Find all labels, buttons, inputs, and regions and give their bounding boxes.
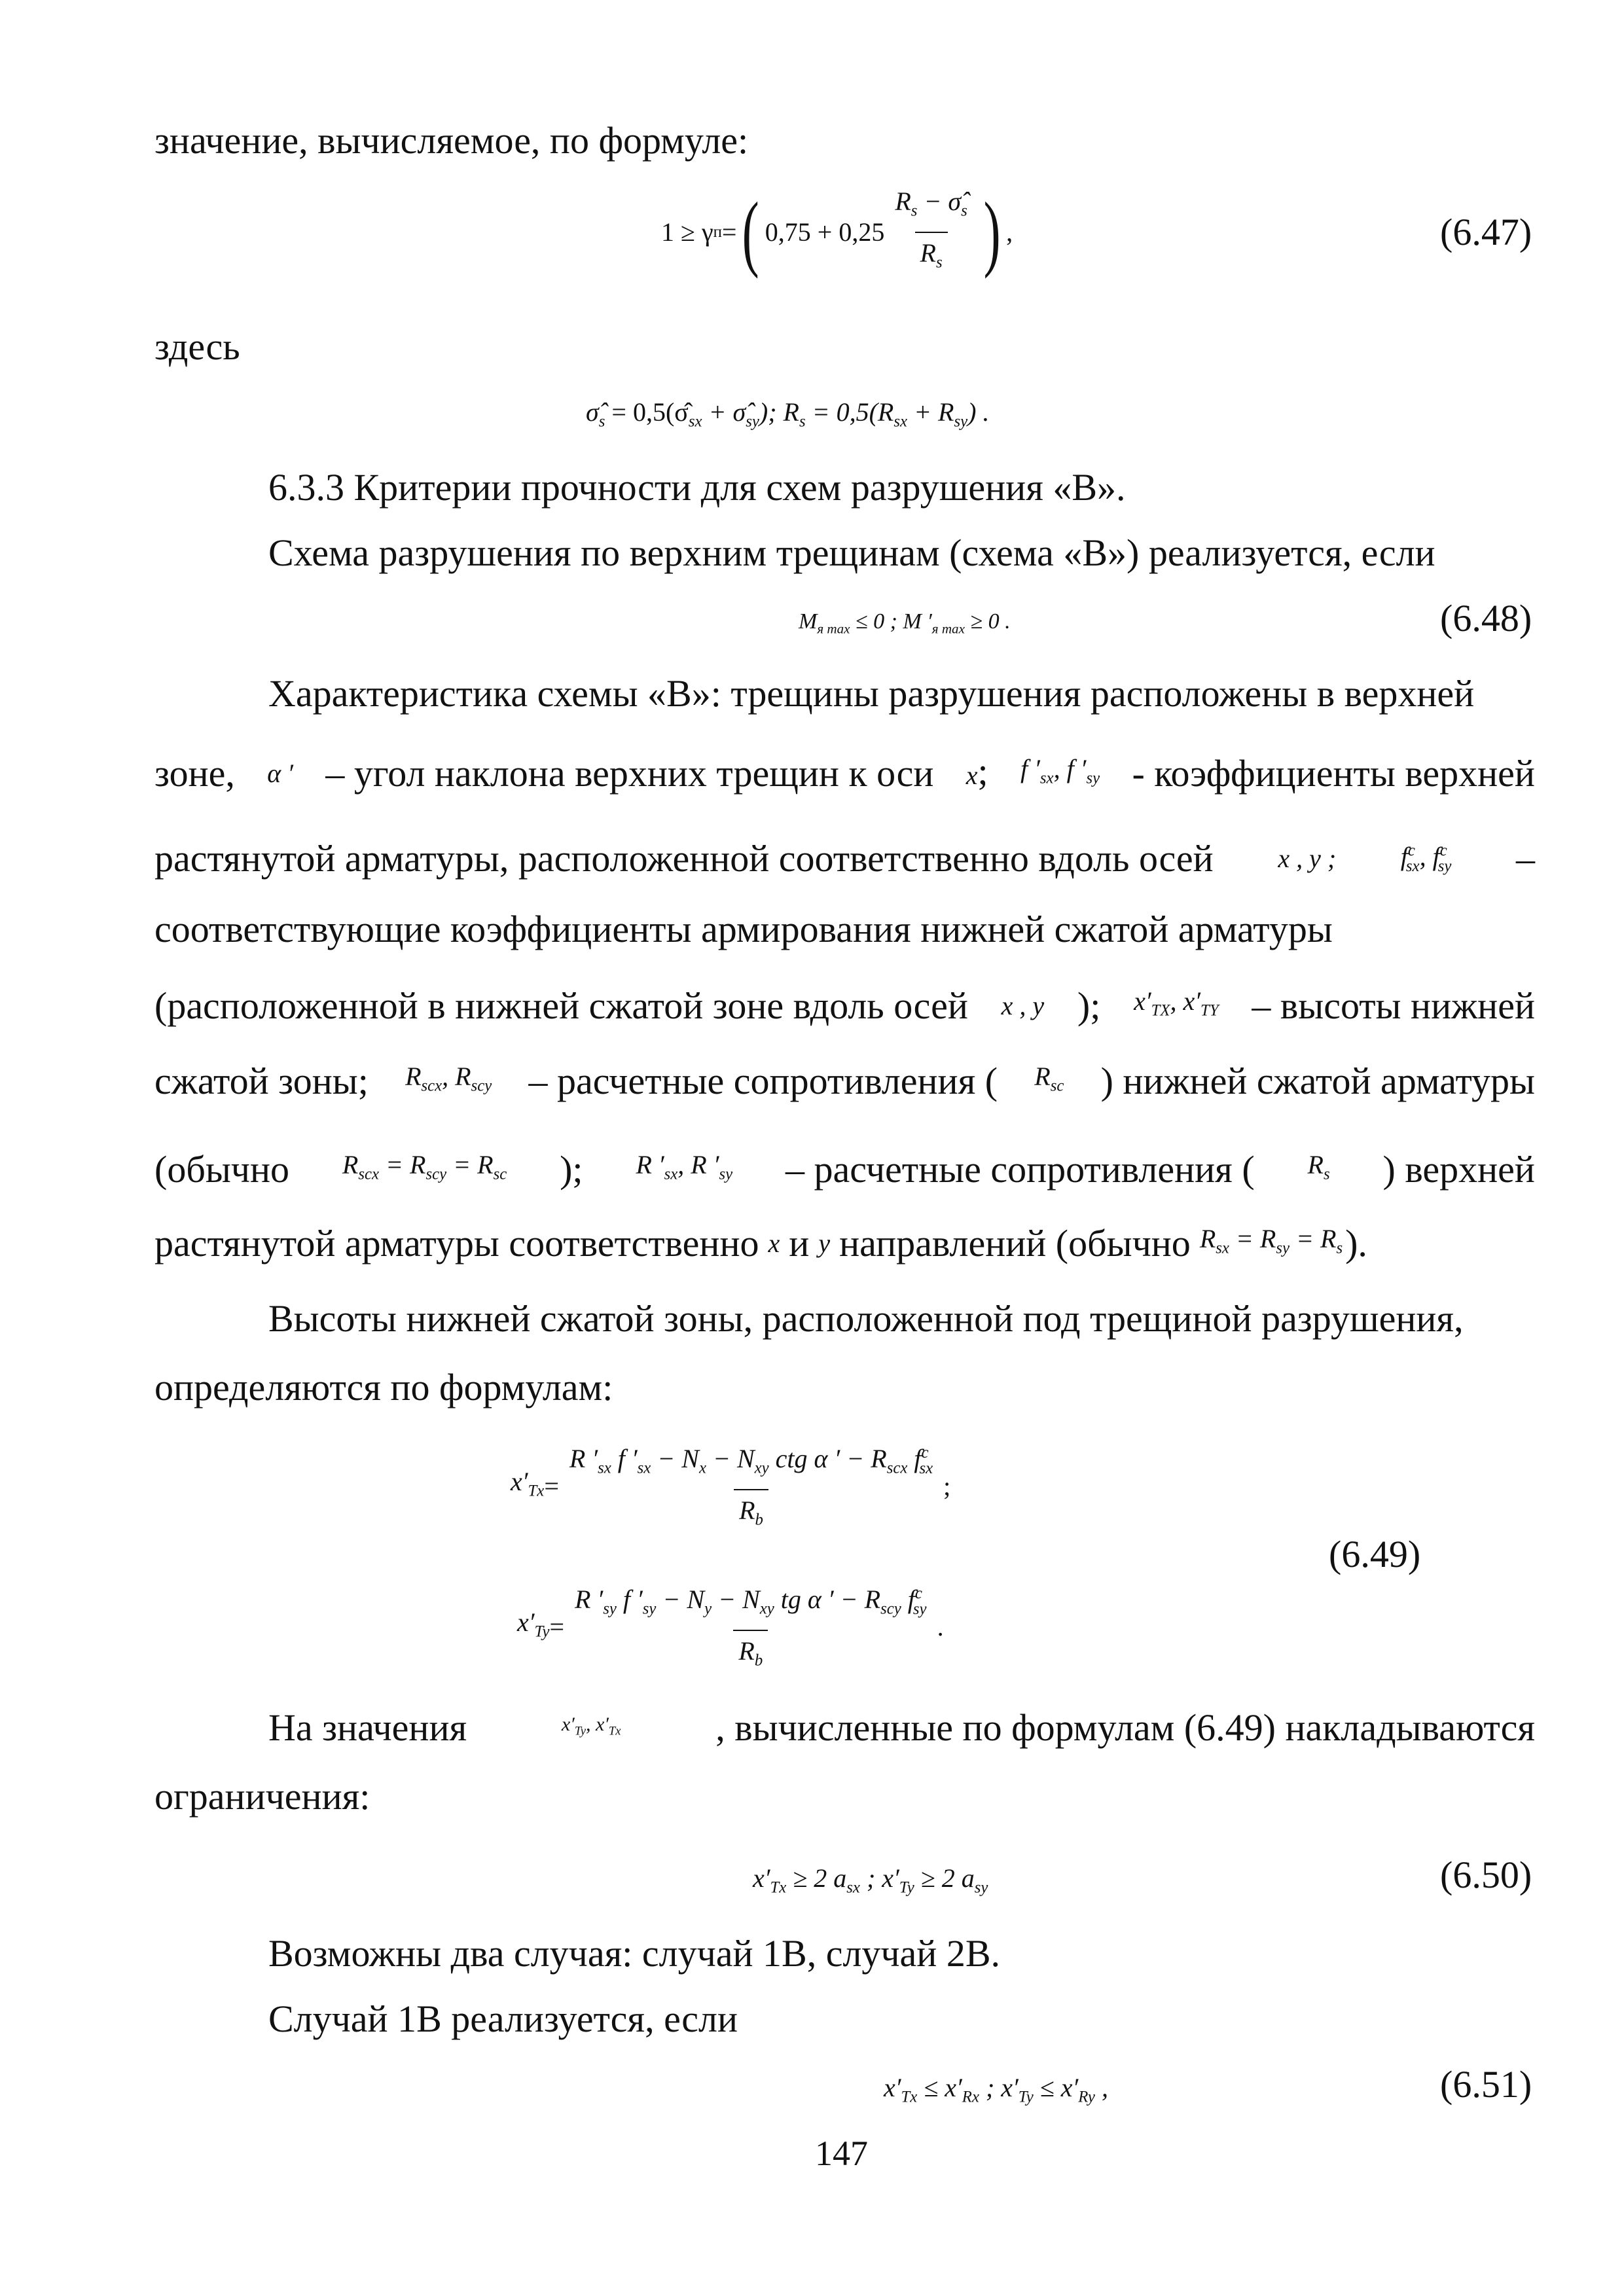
equation-number: (6.48): [1440, 597, 1532, 639]
equation-6-49-x-ty: $x'_{Ty}$ = $\frac{R '_{sy} f '_{sy} - N_y - N_{xy} tg \alpha ' - R_{scy} f^c_{sy}}{R_b}$ .: [517, 1577, 944, 1677]
paragraph-line: зоне, α ′ – угол наклона верхних трещин к оси x; f $'_{sx}$, f $'_{sy}$ - коэффициенты верхней: [154, 750, 1535, 795]
equation-number: (6.50): [1440, 1854, 1532, 1896]
equation-6-51: $x'_{Tx} \le x'_{Rx}$ ; $x'_{Ty} \le x'_{Ry}$ ,: [884, 2073, 1108, 2106]
paragraph-line: (обычно $R_{scx} = R_{scy} = R_{sc}$ ); R $'_{sx}$, R $'_{sy}$ – расчетные сопротивления ( $R_s$ ) верхней: [154, 1148, 1535, 1191]
text-line: Схема разрушения по верхним трещинам (схема «В») реализуется, если: [268, 531, 1435, 574]
paragraph-line: На значения $x'_{Ty}$, $x'_{Tx}$ , вычисленные по формулам (6.49) накладываются: [268, 1706, 1535, 1749]
text-line: Возможны два случая: случай 1В, случай 2В.: [268, 1932, 1001, 1975]
equation-sigma-definition: $\sigmâ_s$ = $0,5(\sigmâ_{sx}$ + $\sigmâ_{sy}$); $R_s = 0,5(R_{sx} + R_{sy})$ .: [586, 397, 990, 431]
equation-6-50: $x'_{Tx} \ge 2$ $a_{sx}$ ; $x'_{Ty} \ge 2$ $a_{sy}$: [753, 1863, 988, 1897]
paragraph-line: соответствующие коэффициенты армирования нижней сжатой арматуры: [154, 908, 1333, 950]
text-line: значение, вычисляемое, по формуле:: [154, 119, 749, 162]
equation-number: (6.47): [1440, 211, 1532, 253]
text-line: здесь: [154, 325, 240, 368]
section-heading: 6.3.3 Критерии прочности для схем разрушения «В».: [268, 466, 1126, 509]
equation-number: (6.51): [1440, 2063, 1532, 2106]
equation-6-48: $M_{я max} \le 0$ ; M $'_{я max} \ge 0$ .: [799, 609, 1011, 637]
paragraph-line: Характеристика схемы «В»: трещины разрушения расположены в верхней: [268, 672, 1475, 715]
paragraph-line: Высоты нижней сжатой зоны, расположенной под трещиной разрушения,: [268, 1297, 1464, 1340]
equation-number: (6.49): [1329, 1533, 1421, 1575]
paragraph-line: сжатой зоны; $R_{scx}$, $R_{scy}$ – расчетные сопротивления ( $R_{sc}$ ) нижней сжатой арматуры: [154, 1060, 1535, 1103]
paragraph-line: растянутой арматуры, расположенной соответственно вдоль осей x , y ; $f^c_{sx}$, $f^c_{sy}$ –: [154, 836, 1535, 880]
paragraph-line: (расположенной в нижней сжатой зоне вдоль осей x , y ); $x'_{TX}$, $x'_{TY}$ – высоты нижней: [154, 984, 1535, 1028]
paragraph-line: ограничения:: [154, 1775, 370, 1818]
text-line: Случай 1В реализуется, если: [268, 1998, 738, 2040]
page-number: 147: [815, 2134, 868, 2173]
equation-6-49-x-tx: $x'_{Tx}$ = $\frac{R '_{sx} f '_{sx} - N_x - N_{xy} ctg \alpha ' - R_{scx} f^c_{sx}}{R_b}$ ;: [511, 1437, 950, 1536]
paragraph-line: определяются по формулам:: [154, 1366, 613, 1408]
paragraph-line: растянутой арматуры соответственно x и y направлений (обычно $R_{sx} = R_{sy} = R_s$ ).: [154, 1222, 1367, 1265]
equation-6-47: 1 ≥ γ п = ( 0,75 + 0,25 $\frac{R_s - \sigmâ_s}{R_s}$ ) ,: [661, 185, 1013, 279]
